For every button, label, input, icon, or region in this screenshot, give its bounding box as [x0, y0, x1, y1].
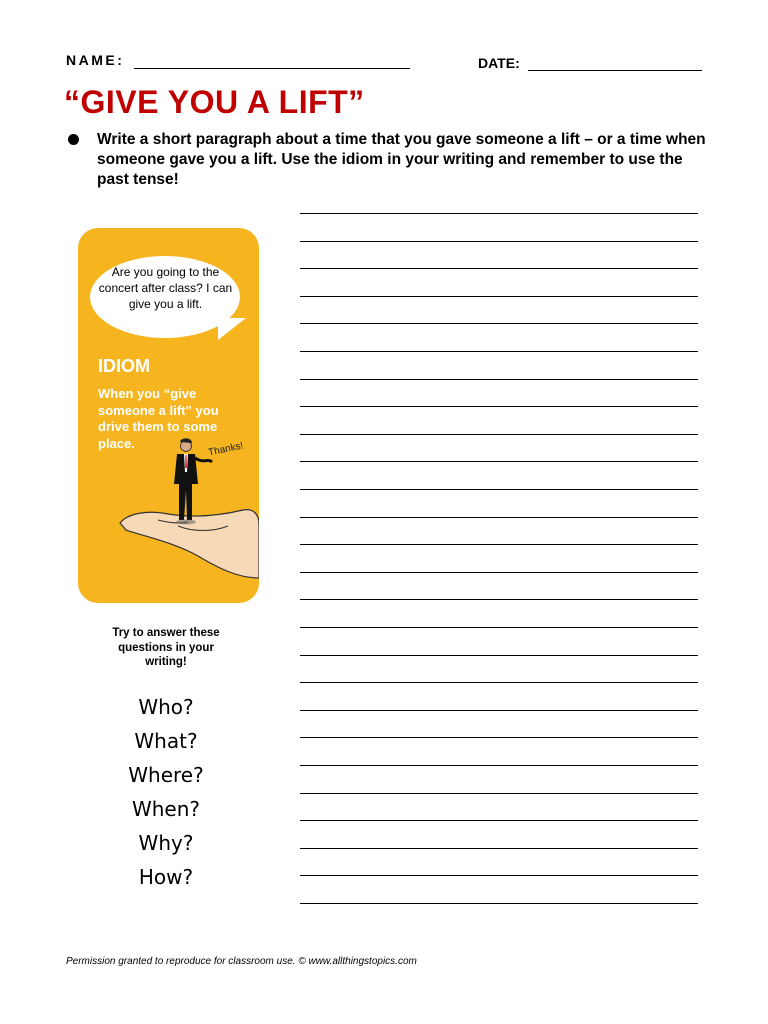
writing-line[interactable]: [300, 627, 698, 628]
question-list: [100, 690, 232, 894]
writing-line[interactable]: [300, 848, 698, 849]
idiom-definition: When you “give someone a lift” you drive them to some place.: [98, 386, 219, 451]
writing-line[interactable]: [300, 903, 698, 904]
name-blank-line[interactable]: [134, 68, 410, 69]
writing-line[interactable]: [300, 820, 698, 821]
writing-line[interactable]: [300, 599, 698, 600]
worksheet-title: “GIVE YOU A LIFT”: [64, 84, 365, 120]
thanks-text: Thanks!: [207, 440, 245, 459]
writing-line[interactable]: [300, 379, 698, 380]
writing-line[interactable]: [300, 323, 698, 324]
writing-line[interactable]: [300, 213, 698, 214]
question-what: What?: [134, 729, 198, 753]
writing-line[interactable]: [300, 765, 698, 766]
writing-line[interactable]: [300, 737, 698, 738]
speech-bubble-tail: [218, 318, 246, 340]
writing-line[interactable]: [300, 655, 698, 656]
name-label: NAME:: [66, 52, 125, 68]
writing-line[interactable]: [300, 793, 698, 794]
writing-line[interactable]: [300, 434, 698, 435]
writing-line[interactable]: [300, 489, 698, 490]
speech-bubble-text: Are you going to the concert after class? I can give you a lift.: [98, 265, 233, 311]
question-why: Why?: [138, 831, 194, 855]
writing-line[interactable]: [300, 406, 698, 407]
writing-line[interactable]: [300, 241, 698, 242]
date-label: DATE:: [478, 55, 520, 71]
instructions-text: Write a short paragraph about a time that you gave someone a lift – or a time when someone gave you a lift. Use the idiom in your writing and remember to use the past tense!: [97, 131, 706, 188]
question-when: When?: [131, 797, 201, 821]
idiom-card: [78, 228, 259, 603]
question-how: How?: [138, 865, 194, 889]
writing-line[interactable]: [300, 351, 698, 352]
writing-line[interactable]: [300, 875, 698, 876]
writing-line[interactable]: [300, 710, 698, 711]
hand-holding-man-icon: [118, 428, 259, 603]
date-blank-line[interactable]: [528, 70, 702, 71]
prompt-text: Try to answer these questions in your writing!: [112, 627, 220, 668]
writing-line[interactable]: [300, 517, 698, 518]
writing-line[interactable]: [300, 296, 698, 297]
question-where: Where?: [128, 763, 204, 787]
writing-line[interactable]: [300, 544, 698, 545]
writing-line[interactable]: [300, 461, 698, 462]
writing-line[interactable]: [300, 572, 698, 573]
question-who: Who?: [138, 695, 194, 719]
footer-permission-text: Permission granted to reproduce for classroom use. © www.allthingstopics.com: [66, 956, 417, 967]
writing-line[interactable]: [300, 682, 698, 683]
writing-line[interactable]: [300, 268, 698, 269]
idiom-heading: IDIOM: [98, 356, 150, 376]
bullet-icon: [68, 134, 79, 145]
